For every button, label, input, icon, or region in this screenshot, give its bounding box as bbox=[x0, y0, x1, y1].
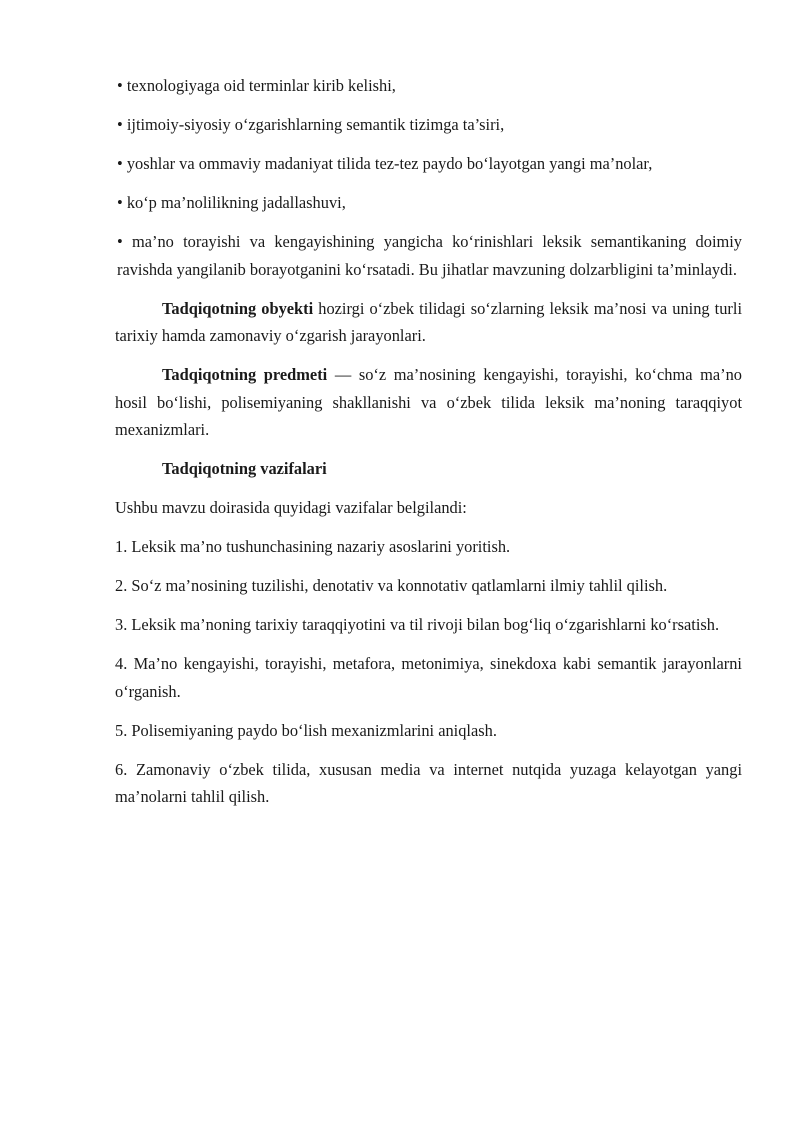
document-page bbox=[115, 72, 742, 822]
tasks-intro: Ushbu mavzu doirasida quyidagi vazifalar belgilandi: bbox=[115, 498, 467, 517]
research-subject-text: — so‘z ma’nosining kengayishi, torayishi, ko‘chma ma’no hosil bo‘lishi, polisemiyaning shakllanishi va o‘zbek tilida leksik ma’noning taraqqiyot mexanizmlari. bbox=[115, 365, 742, 439]
task-item: 4. Ma’no kengayishi, torayishi, metafora, metonimiya, sinekdoxa kabi semantik jarayonlarni o‘rganish. bbox=[115, 654, 742, 701]
bullet-item: • ko‘p ma’nolilikning jadallashuvi, bbox=[117, 193, 346, 212]
bullet-item: • ijtimoiy-siyosiy o‘zgarishlarning semantik tizimga ta’siri, bbox=[117, 115, 505, 134]
task-item: 6. Zamonaviy o‘zbek tilida, xususan media va internet nutqida yuzaga kelayotgan yangi ma’nolarni tahlil qilish. bbox=[115, 759, 742, 806]
bullet-item: • yoshlar va ommaviy madaniyat tilida tez-tez paydo bo‘layotgan yangi ma’nolar, bbox=[117, 154, 653, 173]
task-item: 3. Leksik ma’noning tarixiy taraqqiyotini va til rivoji bilan bog‘liq o‘zgarishlarni ko‘rsatish. bbox=[115, 615, 720, 634]
research-subject-paragraph bbox=[115, 361, 742, 444]
research-object-paragraph bbox=[115, 295, 742, 350]
task-item: 1. Leksik ma’no tushunchasining nazariy asoslarini yoritish. bbox=[115, 537, 511, 556]
research-subject-label: Tadqiqotning predmeti bbox=[162, 365, 328, 384]
task-item: 5. Polisemiyaning paydo bo‘lish mexanizmlarini aniqlash. bbox=[115, 720, 497, 740]
research-object-text: hozirgi o‘zbek tilidagi so‘zlarning leksik ma’nosi va uning turli tarixiy hamda zamonaviy o‘zgarish jarayonlari. bbox=[115, 298, 742, 345]
research-object-label: Tadqiqotning obyekti bbox=[162, 298, 314, 318]
bullet-item: • ma’no torayishi va kengayishining yangicha ko‘rinishlari leksik semantikaning doimiy ravishda yangilanib borayotganini ko‘rsatadi. Bu jihatlar mavzuning dolzarbligini ta’minlaydi. bbox=[117, 232, 742, 279]
task-item: 2. So‘z ma’nosining tuzilishi, denotativ va konnotativ qatlamlarni ilmiy tahlil qilish. bbox=[115, 576, 668, 595]
tasks-heading: Tadqiqotning vazifalari bbox=[162, 459, 327, 478]
bullet-item: • texnologiyaga oid terminlar kirib kelishi, bbox=[117, 76, 396, 95]
